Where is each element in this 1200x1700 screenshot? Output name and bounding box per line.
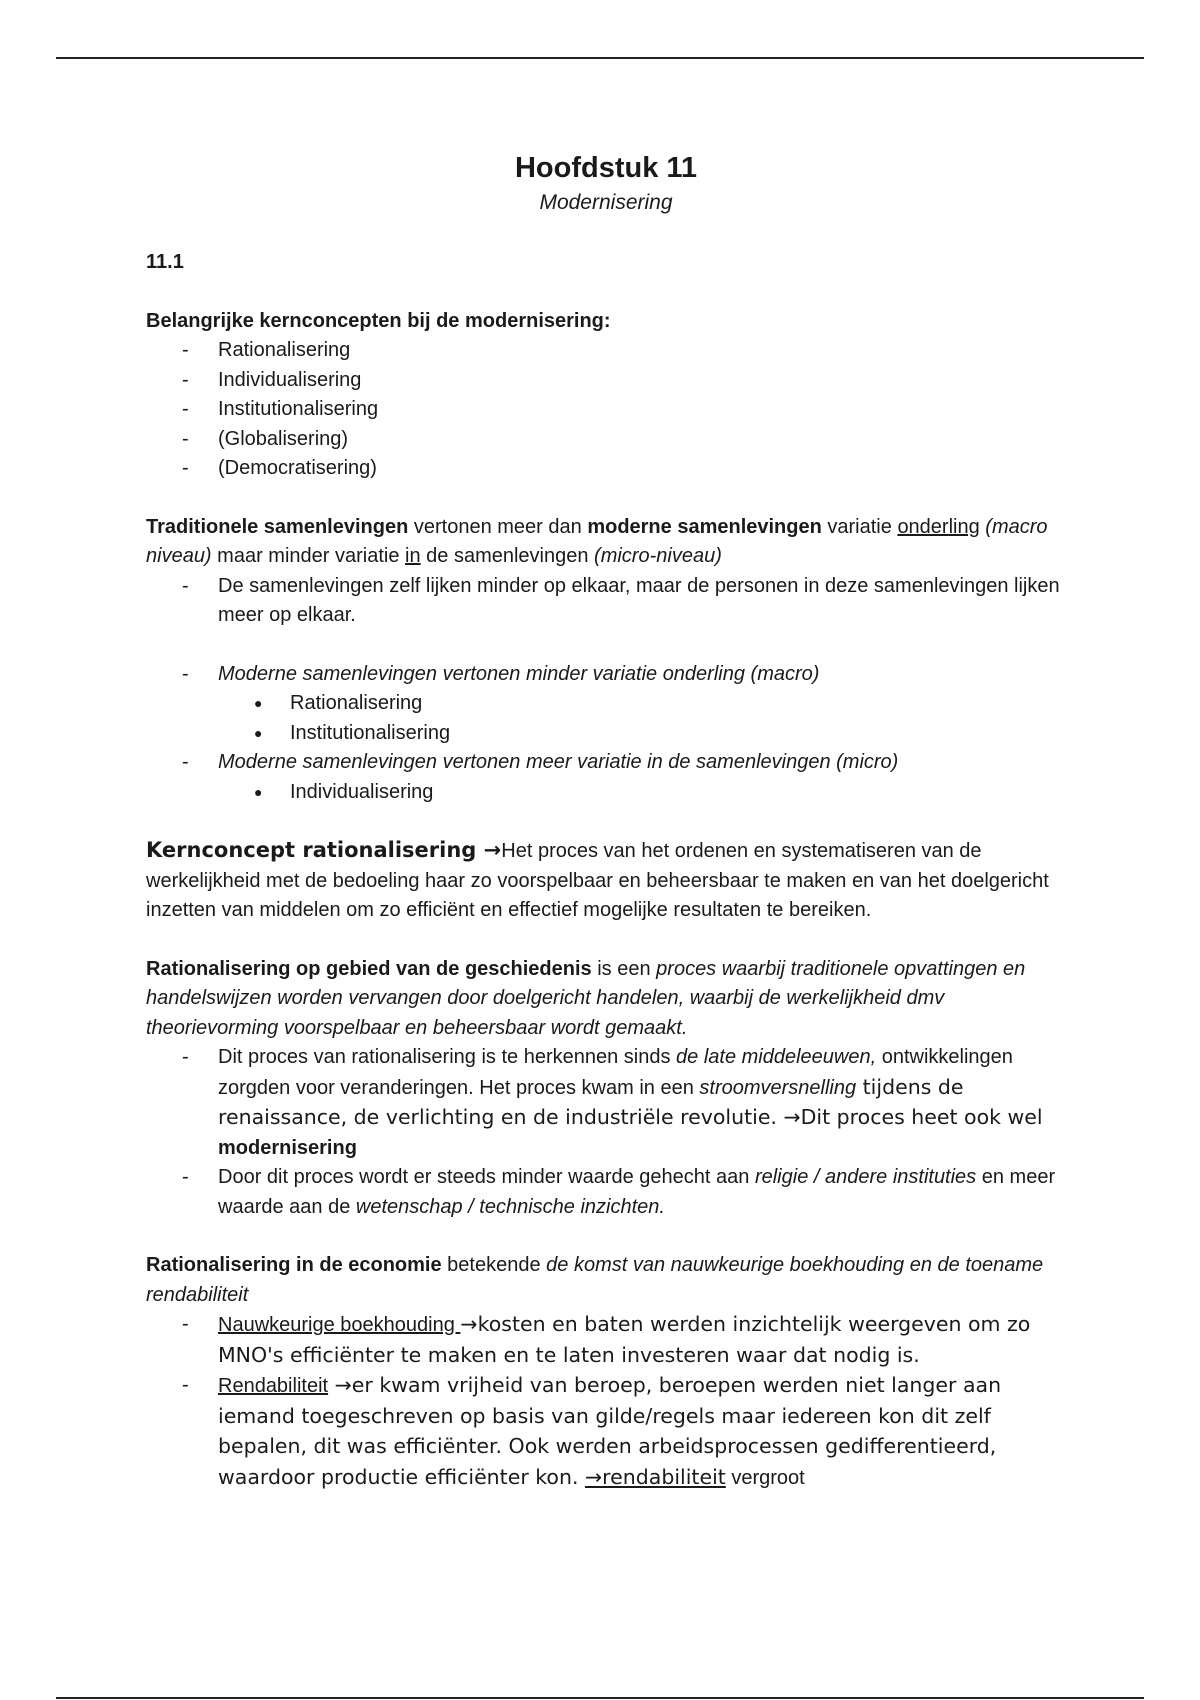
section-number: 11.1 bbox=[146, 251, 184, 273]
list-item: - (Democratisering) bbox=[218, 454, 1066, 484]
text-run: vergroot bbox=[725, 1466, 805, 1489]
kernconcepten-list bbox=[146, 336, 1066, 484]
kernconcept-rationalisering-paragraph bbox=[146, 836, 1066, 926]
list-item bbox=[218, 1043, 1066, 1163]
text-run: religie / andere instituties bbox=[754, 1166, 977, 1188]
term-rationalisering-geschiedenis: Rationalisering op gebied van de geschiedenis bbox=[146, 957, 592, 980]
list-item: - Individualisering bbox=[218, 366, 1066, 396]
economie-list bbox=[146, 1310, 1066, 1493]
list-item: - Rationalisering bbox=[218, 336, 1066, 366]
sub-list bbox=[218, 778, 1066, 808]
text-run: is een bbox=[591, 957, 657, 980]
term-traditionele-samenlevingen: Traditionele samenlevingen bbox=[146, 515, 409, 538]
text-run: →er kwam vrijheid van beroep, beroepen werden niet langer aan iemand toegeschreven op basis van gilde/regels maar iedereen kon dit zelf bepalen, dit was efficiënter. Ook werden arbeidsprocessen gedifferentieerd, waardoor productie efficiënter kon. bbox=[218, 1373, 1002, 1489]
list-item bbox=[218, 660, 1066, 749]
document-body bbox=[146, 140, 1066, 1493]
list-item bbox=[218, 1371, 1066, 1493]
text-run: Moderne samenlevingen vertonen meer variatie in de samenlevingen (micro) bbox=[218, 751, 899, 773]
geschiedenis-list bbox=[146, 1043, 1066, 1222]
text-run: vertonen meer dan bbox=[408, 515, 588, 538]
page-title: Hoofdstuk 11 bbox=[514, 152, 698, 184]
text-run: en meer waarde aan de bbox=[218, 1166, 1056, 1218]
list-item: - Institutionalisering bbox=[218, 395, 1066, 425]
text-run: (micro-niveau) bbox=[594, 545, 722, 567]
text-run: →rendabiliteit bbox=[584, 1464, 726, 1489]
text-run: de komst van nauwkeurige boekhouding en de toename rendabiliteit bbox=[146, 1254, 1044, 1306]
list-item: - De samenlevingen zelf lijken minder op elkaar, maar de personen in deze samenlevingen lijken meer op elkaar. bbox=[218, 572, 1066, 631]
term-rationalisering-economie: Rationalisering in de economie bbox=[146, 1254, 442, 1276]
geschiedenis-paragraph bbox=[146, 955, 1066, 1044]
text-run: (macro niveau) bbox=[146, 515, 1048, 567]
term-kernconcept-rationalisering: Kernconcept rationalisering bbox=[146, 838, 477, 862]
economie-paragraph bbox=[146, 1251, 1066, 1310]
text-run: proces waarbij traditionele opvattingen en handelswijzen worden vervangen door doelgericht handelen, waarbij de werkelijkheid dmv theorievorming voorspelbaar en beheersbaar wordt gemaakt. bbox=[146, 957, 1026, 1039]
text-run: in bbox=[405, 545, 421, 567]
text-run: onderling bbox=[897, 515, 980, 538]
text-run: modernisering bbox=[218, 1136, 357, 1159]
text-run: de samenlevingen bbox=[420, 545, 595, 567]
text-run: tijdens de renaissance, de verlichting en de industriële revolutie. →Dit proces heet ook wel bbox=[218, 1074, 1043, 1129]
text-run: de late middeleeuwen, bbox=[676, 1046, 877, 1068]
arrow: → bbox=[476, 838, 502, 862]
top-rule bbox=[56, 57, 1144, 59]
sub-list bbox=[218, 689, 1066, 748]
text-run: stroomversnelling bbox=[699, 1076, 857, 1099]
bottom-rule bbox=[56, 1697, 1144, 1699]
traditioneel-list bbox=[146, 572, 1066, 631]
moderne-variatie-list bbox=[146, 660, 1066, 808]
list-item bbox=[218, 1163, 1066, 1222]
list-item: ● Institutionalisering bbox=[290, 719, 1066, 749]
text-run: Nauwkeurige boekhouding bbox=[218, 1314, 461, 1336]
text-run: ontwikkelingen zorgden voor veranderingen. Het proces kwam in een bbox=[218, 1046, 1013, 1099]
text-run: wetenschap / technische inzichten. bbox=[355, 1195, 665, 1218]
page-subtitle: Modernisering bbox=[539, 191, 673, 214]
list-item: - (Globalisering) bbox=[218, 425, 1066, 455]
traditionele-samenlevingen-paragraph bbox=[146, 513, 1066, 572]
list-item: ● Rationalisering bbox=[290, 689, 1066, 719]
text-run: Moderne samenlevingen vertonen minder variatie onderling (macro) bbox=[218, 662, 820, 685]
text-run: →kosten en baten werden inzichtelijk weergeven om zo MNO's efficiënter te maken en te laten investeren waar dat nodig is. bbox=[218, 1312, 1031, 1367]
text-run: Het proces van het ordenen en systematiseren van de werkelijkheid met de bedoeling haar zo voorspelbaar en beheersbaar te maken en van het doelgericht inzetten van middelen om zo efficiënt en effectief mogelijke resultaten te bereiken. bbox=[146, 840, 1049, 921]
text-run: maar minder variatie bbox=[211, 545, 406, 567]
text-run: Dit proces van rationalisering is te herkennen sinds bbox=[218, 1046, 677, 1068]
term-moderne-samenlevingen: moderne samenlevingen bbox=[587, 515, 822, 538]
text-run: variatie bbox=[821, 515, 898, 538]
list-item bbox=[218, 748, 1066, 807]
text-run: Rendabiliteit bbox=[218, 1375, 329, 1397]
text-run: betekende bbox=[441, 1254, 547, 1276]
text-run: Door dit proces wordt er steeds minder waarde gehecht aan bbox=[218, 1166, 755, 1188]
list-item: ● Individualisering bbox=[290, 778, 1066, 808]
list-item bbox=[218, 1310, 1066, 1371]
kernconcepten-heading: Belangrijke kernconcepten bij de modernisering: bbox=[146, 309, 611, 332]
